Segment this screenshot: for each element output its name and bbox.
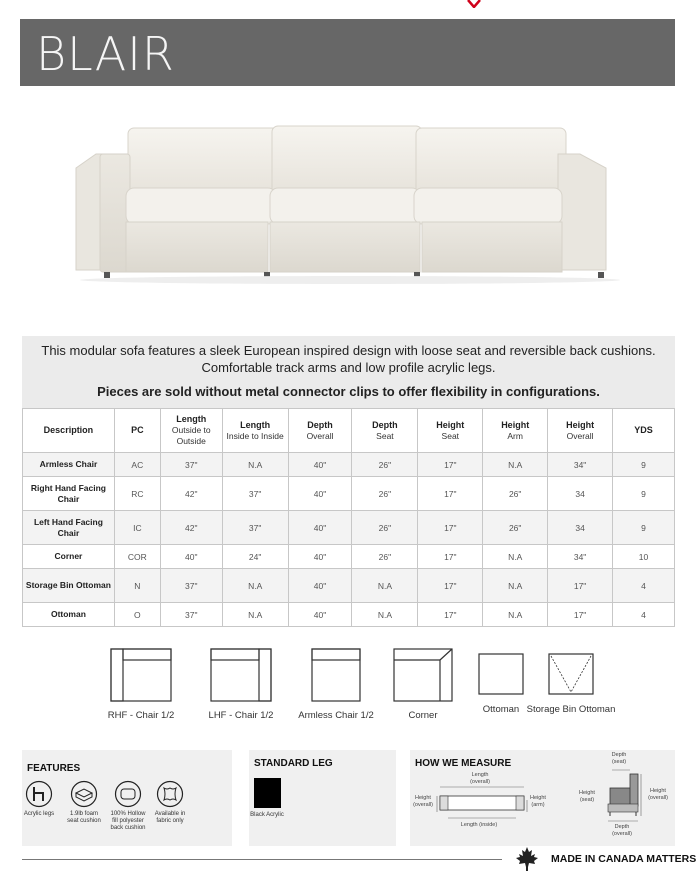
acrylic-leg-icon [25,780,53,808]
armless-chair-icon [311,646,361,702]
cell-height-arm: N.A [483,453,548,477]
cell-depth-seat: 26" [352,511,418,545]
cell-depth-seat: 26" [352,545,418,569]
cell-height-overall: 34 [548,477,613,511]
back-cushion-icon [114,780,142,808]
sofa-front-diagram [434,784,530,824]
label-height-overall-right: Height (overall) [648,788,668,801]
label-height-seat: Height (seat) [579,790,595,803]
sofa-side-diagram [600,766,644,824]
cell-height-arm: N.A [483,569,548,603]
cell-height-seat: 17" [418,545,483,569]
features-title: FEATURES [27,763,81,774]
cell-length-inside: N.A [222,603,288,627]
cell-description: Storage Bin Ottoman [23,569,115,603]
cell-pc: RC [114,477,160,511]
header-yds: YDS [613,409,675,453]
configuration-note: Pieces are sold without metal connector clips to offer flexibility in configurations. [97,384,600,399]
storage-bin-icon [548,646,594,696]
header-height-seat: Height Seat [418,409,483,453]
cell-length-outside: 37" [160,569,222,603]
corner-icon [393,646,453,702]
label-length-overall: Length (overall) [470,772,490,785]
cell-description: Armless Chair [23,453,115,477]
table-row [23,545,675,569]
cell-yds: 9 [613,453,675,477]
leg-label: Black Acrylic [250,812,284,818]
table-header-row [23,409,675,453]
cell-depth-overall: 40" [288,545,352,569]
cell-height-seat: 17" [418,453,483,477]
cell-depth-seat: N.A [352,569,418,603]
config-label: Storage Bin Ottoman [526,704,616,715]
feature-label: 100% Hollow fill polyester back cushion [110,811,146,831]
label-height-arm: Height (arm) [530,795,546,808]
cell-height-overall: 34" [548,453,613,477]
brand-mark-icon [466,0,482,8]
cell-length-outside: 37" [160,603,222,627]
header-length-outside: Length Outside to Outside [160,409,222,453]
cell-description: Corner [23,545,115,569]
cell-depth-overall: 40" [288,477,352,511]
cell-length-inside: N.A [222,569,288,603]
table-row [23,453,675,477]
label-height-overall-left: Height (overall) [413,795,433,808]
standard-leg-panel [249,750,396,846]
cell-description: Left Hand Facing Chair [23,511,115,545]
table-row [23,511,675,545]
label-length-inside: Length (inside) [460,822,498,828]
table-row [23,477,675,511]
title-bar [20,19,675,86]
cell-yds: 10 [613,545,675,569]
cell-yds: 9 [613,477,675,511]
feature-label: 1.9lb foam seat cushion [67,811,101,824]
config-label: LHF - Chair 1/2 [208,710,274,721]
cell-height-overall: 34 [548,511,613,545]
cell-height-seat: 17" [418,477,483,511]
config-label: RHF - Chair 1/2 [107,710,175,721]
footer-text: MADE IN CANADA MATTERS [551,853,697,865]
cell-length-outside: 42" [160,511,222,545]
cell-length-inside: 37" [222,511,288,545]
table-row [23,569,675,603]
cell-length-outside: 37" [160,453,222,477]
header-height-arm: Height Arm [483,409,548,453]
cell-length-inside: 24" [222,545,288,569]
cell-depth-overall: 40" [288,569,352,603]
cell-yds: 4 [613,569,675,603]
table-row [23,603,675,627]
cell-height-seat: 17" [418,603,483,627]
description-box [22,336,675,408]
label-depth-seat: Depth (seat) [611,752,627,765]
cell-length-outside: 40" [160,545,222,569]
cell-depth-overall: 40" [288,511,352,545]
cell-height-arm: N.A [483,603,548,627]
config-label: Armless Chair 1/2 [298,710,374,721]
cell-length-outside: 42" [160,477,222,511]
cell-height-arm: 26" [483,511,548,545]
config-storage-bin [516,646,626,717]
description-line-2: Comfortable track arms and low profile acrylic legs. [201,360,496,375]
maple-leaf-icon [514,846,540,872]
cell-length-inside: N.A [222,453,288,477]
cell-height-arm: N.A [483,545,548,569]
cell-height-arm: 26" [483,477,548,511]
cell-description: Right Hand Facing Chair [23,477,115,511]
description-line-1: This modular sofa features a sleek European inspired design with loose seat and reversible back cushions. [41,343,656,358]
header-height-overall: Height Overall [548,409,613,453]
header-depth-overall: Depth Overall [288,409,352,453]
sofa-image [60,110,640,300]
config-rhf-chair [86,646,196,723]
how-we-measure-title: HOW WE MEASURE [415,758,512,769]
cell-description: Ottoman [23,603,115,627]
cell-height-overall: 17" [548,569,613,603]
cell-depth-overall: 40" [288,603,352,627]
config-lhf-chair [186,646,296,723]
cell-pc: O [114,603,160,627]
header-description: Description [23,409,115,453]
cell-height-seat: 17" [418,569,483,603]
cell-height-overall: 34" [548,545,613,569]
cell-pc: AC [114,453,160,477]
rhf-chair-icon [110,646,172,702]
feature-label: Available in fabric only [154,811,186,824]
standard-leg-title: STANDARD LEG [254,758,333,769]
footer-divider [22,859,502,860]
cell-length-inside: 37" [222,477,288,511]
dimensions-table [22,408,675,627]
header-pc: PC [114,409,160,453]
header-depth-seat: Depth Seat [352,409,418,453]
how-we-measure-panel [410,750,675,846]
foam-cushion-icon [70,780,98,808]
cell-yds: 4 [613,603,675,627]
cell-yds: 9 [613,511,675,545]
leg-swatch [254,778,281,808]
fabric-icon [156,780,184,808]
cell-depth-seat: 26" [352,453,418,477]
cell-height-overall: 17" [548,603,613,627]
header-length-inside: Length Inside to Inside [222,409,288,453]
lhf-chair-icon [210,646,272,702]
cell-pc: IC [114,511,160,545]
config-label: Ottoman [482,704,520,715]
cell-pc: COR [114,545,160,569]
config-label: Corner [408,710,438,721]
cell-depth-seat: 26" [352,477,418,511]
label-depth-overall: Depth (overall) [612,824,632,837]
cell-height-seat: 17" [418,511,483,545]
feature-label: Acrylic legs [23,811,55,817]
features-panel [22,750,232,846]
cell-depth-seat: N.A [352,603,418,627]
cell-depth-overall: 40" [288,453,352,477]
cell-pc: N [114,569,160,603]
product-title: BLAIR [36,27,175,81]
